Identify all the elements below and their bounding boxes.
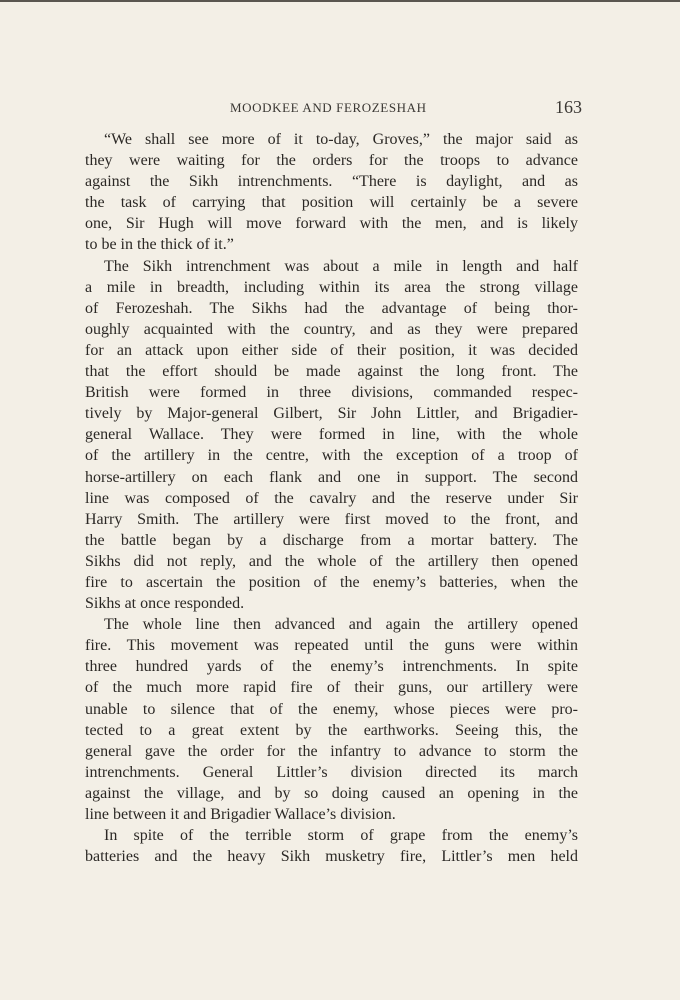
text-line: one, Sir Hugh will move forward with the men, and is likely (85, 215, 578, 233)
running-head-title: MOODKEE AND FEROZESHAH (230, 100, 427, 115)
page-top-edge (0, 0, 680, 2)
text-line: to be in the thick of it.” (85, 236, 234, 254)
body-text (85, 129, 578, 867)
text-line: intrenchments. General Littler’s division directed its march (85, 763, 578, 781)
text-line: unable to silence that of the enemy, whose pieces were pro- (85, 700, 578, 718)
text-line: “We shall see more of it to-day, Groves,” the major said as (104, 131, 578, 148)
text-line: Sikhs did not reply, and the whole of the artillery then opened (85, 552, 578, 570)
text-line: general Wallace. They were formed in line, with the whole (85, 426, 578, 444)
text-line: of Ferozeshah. The Sikhs had the advantage of being thor- (85, 299, 578, 317)
text-line: against the village, and by so doing caused an opening in the (85, 784, 578, 802)
paragraph (85, 825, 578, 867)
text-line: of the artillery in the centre, with the exception of a troop of (85, 447, 578, 465)
text-line: In spite of the terrible storm of grape from the enemy’s (104, 827, 578, 845)
text-line: oughly acquainted with the country, and as they were prepared (85, 320, 578, 338)
paragraph (85, 256, 578, 615)
text-line: horse-artillery on each flank and one in support. The second (85, 468, 578, 486)
text-line: line was composed of the cavalry and the reserve under Sir (85, 489, 578, 507)
text-line: the task of carrying that position will certainly be a severe (85, 194, 578, 212)
text-line: tected to a great extent by the earthworks. Seeing this, the (85, 721, 578, 739)
running-head (0, 98, 680, 118)
text-line: fire. This movement was repeated until the guns were within (85, 637, 578, 655)
text-line: British were formed in three divisions, commanded respec- (85, 384, 578, 402)
text-line: a mile in breadth, including within its area the strong village (85, 278, 578, 296)
text-line: Harry Smith. The artillery were first moved to the front, and (85, 510, 578, 528)
text-line: three hundred yards of the enemy’s intrenchments. In spite (85, 658, 578, 676)
text-line: the battle began by a discharge from a mortar battery. The (85, 531, 578, 549)
text-line: The whole line then advanced and again the artillery opened (104, 616, 578, 634)
text-line: that the effort should be made against the long front. The (85, 363, 578, 381)
text-line: tively by Major-general Gilbert, Sir John Littler, and Brigadier- (85, 405, 578, 423)
text-line: fire to ascertain the position of the enemy’s batteries, when the (85, 573, 578, 591)
text-line: line between it and Brigadier Wallace’s division. (85, 806, 396, 823)
text-line: Sikhs at once responded. (85, 595, 245, 613)
text-line: of the much more rapid fire of their guns, our artillery were (85, 679, 578, 697)
page-number: 163 (555, 97, 582, 117)
text-line: they were waiting for the orders for the troops to advance (85, 152, 578, 170)
text-line: against the Sikh intrenchments. “There is daylight, and as (85, 173, 578, 191)
text-line: for an attack upon either side of their position, it was decided (85, 341, 578, 359)
text-line: The Sikh intrenchment was about a mile in length and half (104, 257, 578, 275)
paragraph (85, 614, 578, 825)
text-line: batteries and the heavy Sikh musketry fire, Littler’s men held (85, 848, 578, 866)
text-line: general gave the order for the infantry to advance to storm the (85, 742, 578, 760)
paragraph (85, 129, 578, 256)
